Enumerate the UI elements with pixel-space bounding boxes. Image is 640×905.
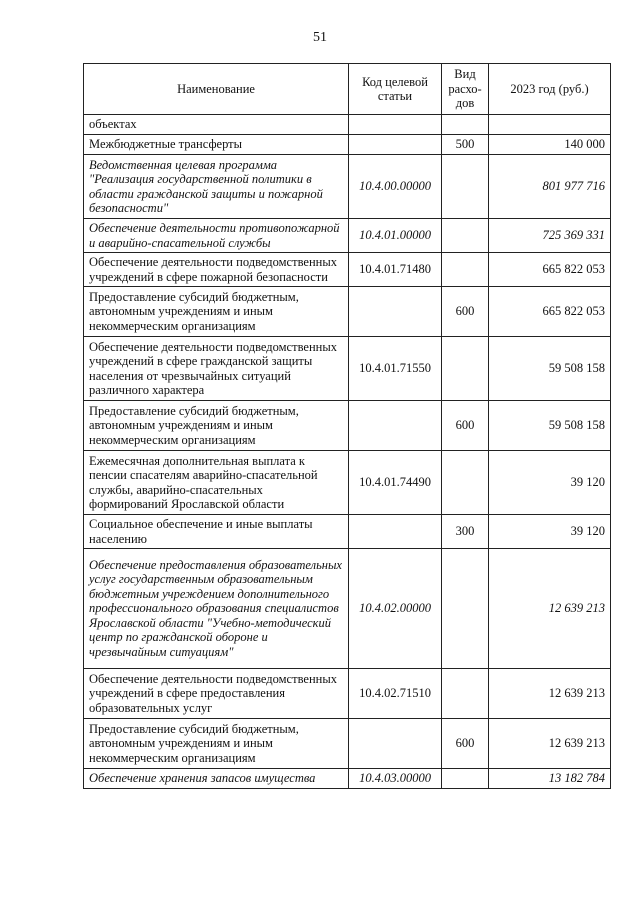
cell-type: [442, 219, 489, 253]
cell-name: Ежемесячная дополнительная выплата к пенсии спасателям аварийно-спасательной службы, аварийно-спасательных формирований Ярославской области: [84, 451, 349, 515]
cell-type: [442, 155, 489, 219]
cell-amount: 12 639 213: [489, 719, 611, 769]
cell-code: [349, 135, 442, 155]
cell-type: [442, 337, 489, 401]
cell-amount: [489, 115, 611, 135]
cell-code: 10.4.01.00000: [349, 219, 442, 253]
table-header-row: [84, 64, 611, 115]
table-row: [84, 155, 611, 219]
cell-type: [442, 669, 489, 719]
cell-type: [442, 253, 489, 287]
cell-type: 600: [442, 719, 489, 769]
cell-amount: 140 000: [489, 135, 611, 155]
cell-type: [442, 549, 489, 669]
table-row: [84, 451, 611, 515]
cell-name: Предоставление субсидий бюджетным, автономным учреждениям и иным некоммерческим организациям: [84, 719, 349, 769]
cell-code: 10.4.01.74490: [349, 451, 442, 515]
table-row: [84, 669, 611, 719]
cell-code: 10.4.03.00000: [349, 769, 442, 789]
cell-type: [442, 451, 489, 515]
cell-name: Ведомственная целевая программа "Реализация государственной политики в области гражданской защиты и пожарной безопасности": [84, 155, 349, 219]
cell-amount: 59 508 158: [489, 401, 611, 451]
cell-type: 600: [442, 401, 489, 451]
cell-type: 300: [442, 515, 489, 549]
cell-name: Обеспечение предоставления образовательных услуг государственным образовательным бюджетным учреждением дополнительного профессионального образования специалистов Ярославской области "Учебно-методический центр по гражданской обороне и чрезвычайным ситуациям": [84, 549, 349, 669]
table-row: [84, 719, 611, 769]
table-row: [84, 515, 611, 549]
cell-name: Обеспечение хранения запасов имущества: [84, 769, 349, 789]
table-row: [84, 219, 611, 253]
cell-type: 600: [442, 287, 489, 337]
cell-amount: 39 120: [489, 451, 611, 515]
table-row: [84, 135, 611, 155]
cell-amount: 725 369 331: [489, 219, 611, 253]
cell-code: [349, 515, 442, 549]
cell-name: объектах: [84, 115, 349, 135]
cell-code: 10.4.01.71480: [349, 253, 442, 287]
cell-code: [349, 115, 442, 135]
table-row: [84, 253, 611, 287]
cell-amount: 801 977 716: [489, 155, 611, 219]
cell-code: 10.4.02.00000: [349, 549, 442, 669]
cell-name: Обеспечение деятельности подведомственных учреждений в сфере гражданской защиты населения от чрезвычайных ситуаций различного характера: [84, 337, 349, 401]
cell-amount: 665 822 053: [489, 253, 611, 287]
cell-code: [349, 287, 442, 337]
table-row: [84, 287, 611, 337]
cell-code: 10.4.02.71510: [349, 669, 442, 719]
table-row: [84, 337, 611, 401]
cell-name: Межбюджетные трансферты: [84, 135, 349, 155]
cell-amount: 13 182 784: [489, 769, 611, 789]
cell-name: Обеспечение деятельности подведомственных учреждений в сфере пожарной безопасности: [84, 253, 349, 287]
table-row: [84, 769, 611, 789]
budget-table: [83, 63, 611, 789]
header-code: Код целевой статьи: [349, 64, 442, 115]
cell-amount: 12 639 213: [489, 549, 611, 669]
cell-amount: 59 508 158: [489, 337, 611, 401]
cell-name: Обеспечение деятельности подведомственных учреждений в сфере предоставления образовательных услуг: [84, 669, 349, 719]
table-row: [84, 401, 611, 451]
header-type: Вид расхо-дов: [442, 64, 489, 115]
page-number: 51: [313, 30, 327, 45]
cell-name: Предоставление субсидий бюджетным, автономным учреждениям и иным некоммерческим организациям: [84, 287, 349, 337]
cell-amount: 12 639 213: [489, 669, 611, 719]
cell-amount: 665 822 053: [489, 287, 611, 337]
cell-type: [442, 115, 489, 135]
cell-amount: 39 120: [489, 515, 611, 549]
cell-name: Социальное обеспечение и иные выплаты населению: [84, 515, 349, 549]
table-body: [84, 115, 611, 789]
header-name: Наименование: [84, 64, 349, 115]
cell-code: [349, 719, 442, 769]
table-row: [84, 115, 611, 135]
cell-code: [349, 401, 442, 451]
cell-code: 10.4.00.00000: [349, 155, 442, 219]
table-row: [84, 549, 611, 669]
header-amount: 2023 год (руб.): [489, 64, 611, 115]
cell-name: Предоставление субсидий бюджетным, автономным учреждениям и иным некоммерческим организациям: [84, 401, 349, 451]
cell-code: 10.4.01.71550: [349, 337, 442, 401]
cell-name: Обеспечение деятельности противопожарной и аварийно-спасательной службы: [84, 219, 349, 253]
cell-type: [442, 769, 489, 789]
cell-type: 500: [442, 135, 489, 155]
